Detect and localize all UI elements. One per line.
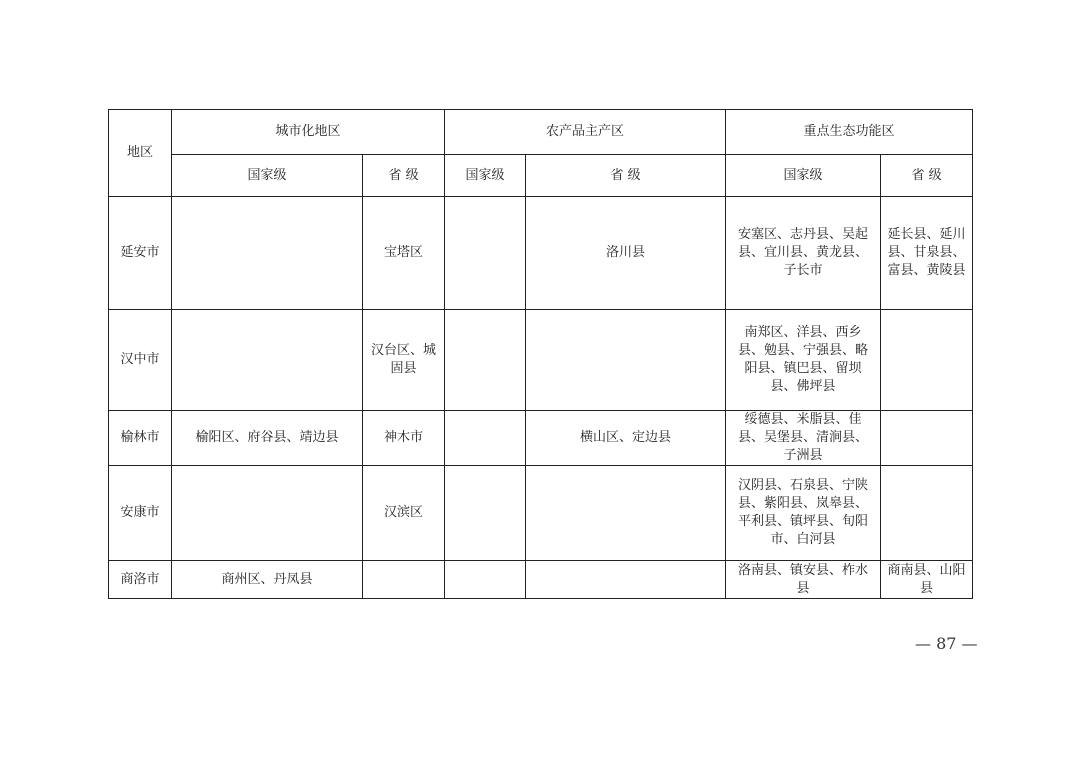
cell-agri-national [445,466,526,561]
cell-eco-provincial [881,310,973,411]
cell-region: 汉中市 [109,310,172,411]
table-row [109,411,973,466]
header-eco-national: 国家级 [726,155,881,197]
header-urban-national: 国家级 [172,155,363,197]
cell-urban-provincial: 神木市 [363,411,445,466]
header-agri-provincial: 省 级 [526,155,726,197]
cell-agri-provincial [526,466,726,561]
cell-urban-national [172,310,363,411]
table-row [109,561,973,599]
cell-region: 安康市 [109,466,172,561]
cell-eco-national: 安塞区、志丹县、吴起县、宜川县、黄龙县、子长市 [726,197,881,310]
cell-region: 榆林市 [109,411,172,466]
cell-agri-national [445,310,526,411]
cell-urban-national [172,466,363,561]
cell-agri-national [445,411,526,466]
table-row [109,466,973,561]
cell-agri-provincial: 横山区、定边县 [526,411,726,466]
cell-urban-provincial: 汉滨区 [363,466,445,561]
cell-urban-national: 商州区、丹凤县 [172,561,363,599]
header-eco: 重点生态功能区 [726,110,973,155]
header-urban: 城市化地区 [172,110,445,155]
cell-urban-provincial: 宝塔区 [363,197,445,310]
cell-urban-provincial: 汉台区、城固县 [363,310,445,411]
cell-eco-provincial: 商南县、山阳县 [881,561,973,599]
cell-eco-provincial [881,466,973,561]
cell-region: 延安市 [109,197,172,310]
header-agri-national: 国家级 [445,155,526,197]
cell-eco-national: 汉阴县、石泉县、宁陕县、紫阳县、岚皋县、平利县、镇坪县、旬阳市、白河县 [726,466,881,561]
cell-eco-provincial [881,411,973,466]
table-row [109,310,973,411]
cell-urban-national: 榆阳区、府谷县、靖边县 [172,411,363,466]
table-row [109,197,973,310]
cell-urban-national [172,197,363,310]
cell-agri-provincial: 洛川县 [526,197,726,310]
page-number: — 87 — [915,634,978,653]
cell-urban-provincial [363,561,445,599]
cell-region: 商洛市 [109,561,172,599]
cell-eco-national: 洛南县、镇安县、柞水县 [726,561,881,599]
header-region: 地区 [109,110,172,197]
cell-agri-national [445,561,526,599]
header-agri: 农产品主产区 [445,110,726,155]
header-urban-provincial: 省 级 [363,155,445,197]
cell-eco-provincial: 延长县、延川县、甘泉县、富县、黄陵县 [881,197,973,310]
region-classification-table [108,109,973,599]
cell-eco-national: 南郑区、洋县、西乡县、勉县、宁强县、略阳县、镇巴县、留坝县、佛坪县 [726,310,881,411]
cell-eco-national: 绥德县、米脂县、佳县、吴堡县、清涧县、子洲县 [726,411,881,466]
header-eco-provincial: 省 级 [881,155,973,197]
cell-agri-national [445,197,526,310]
cell-agri-provincial [526,561,726,599]
cell-agri-provincial [526,310,726,411]
